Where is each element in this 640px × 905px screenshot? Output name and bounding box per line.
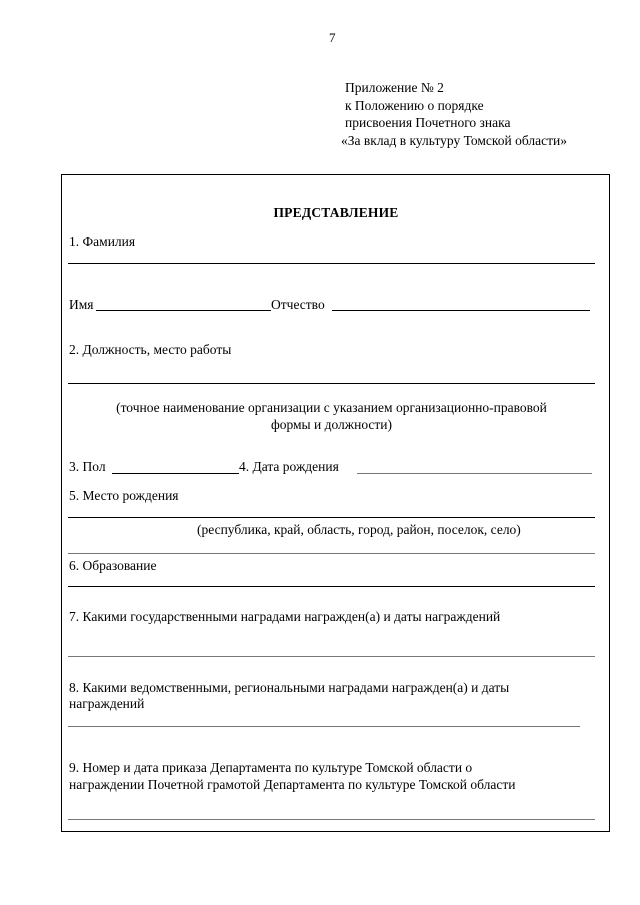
name-label: Имя	[69, 297, 94, 312]
surname-label: 1. Фамилия	[69, 234, 136, 249]
position-hint-line: (точное наименование организации с указанием организационно-правовой	[116, 400, 547, 415]
birthplace-field-2[interactable]	[68, 553, 595, 554]
page-number: 7	[329, 30, 336, 45]
appendix-line: к Положению о порядке	[345, 97, 484, 113]
birthdate-label: 4. Дата рождения	[239, 459, 339, 474]
birthdate-field[interactable]	[357, 473, 592, 474]
patronymic-label: Отчество	[271, 297, 325, 312]
state-awards-label: 7. Какими государственными наградами награжден(а) и даты награждений	[69, 609, 501, 624]
sex-field[interactable]	[112, 473, 239, 474]
regional-awards-label-line1: 8. Какими ведомственными, региональными наградами награжден(а) и даты	[69, 680, 510, 695]
name-field[interactable]	[96, 310, 271, 311]
surname-field[interactable]	[68, 263, 595, 264]
regional-awards-label-line2: награждений	[69, 696, 145, 711]
birthplace-label: 5. Место рождения	[69, 488, 179, 503]
state-awards-field[interactable]	[68, 656, 595, 657]
form-title: ПРЕДСТАВЛЕНИЕ	[273, 205, 399, 220]
order-label-line1: 9. Номер и дата приказа Департамента по культуре Томской области о	[69, 760, 473, 775]
birthplace-hint: (республика, край, область, город, район, поселок, село)	[197, 522, 521, 537]
appendix-line: «За вклад в культуру Томской области»	[341, 132, 567, 148]
appendix-header	[341, 79, 567, 149]
education-field[interactable]	[68, 586, 595, 587]
regional-awards-field[interactable]	[68, 726, 580, 727]
education-label: 6. Образование	[69, 558, 157, 573]
birthplace-field[interactable]	[68, 517, 595, 518]
sex-label: 3. Пол	[69, 459, 106, 474]
order-label-line2: награждении Почетной грамотой Департамента по культуре Томской области	[69, 777, 516, 792]
position-hint	[68, 399, 595, 433]
position-hint-line: формы и должности)	[270, 417, 393, 432]
position-label: 2. Должность, место работы	[69, 342, 232, 357]
appendix-line: присвоения Почетного знака	[345, 115, 511, 130]
position-field[interactable]	[68, 383, 595, 384]
patronymic-field[interactable]	[332, 310, 590, 311]
appendix-line: Приложение № 2	[345, 80, 444, 95]
order-field[interactable]	[68, 819, 595, 820]
